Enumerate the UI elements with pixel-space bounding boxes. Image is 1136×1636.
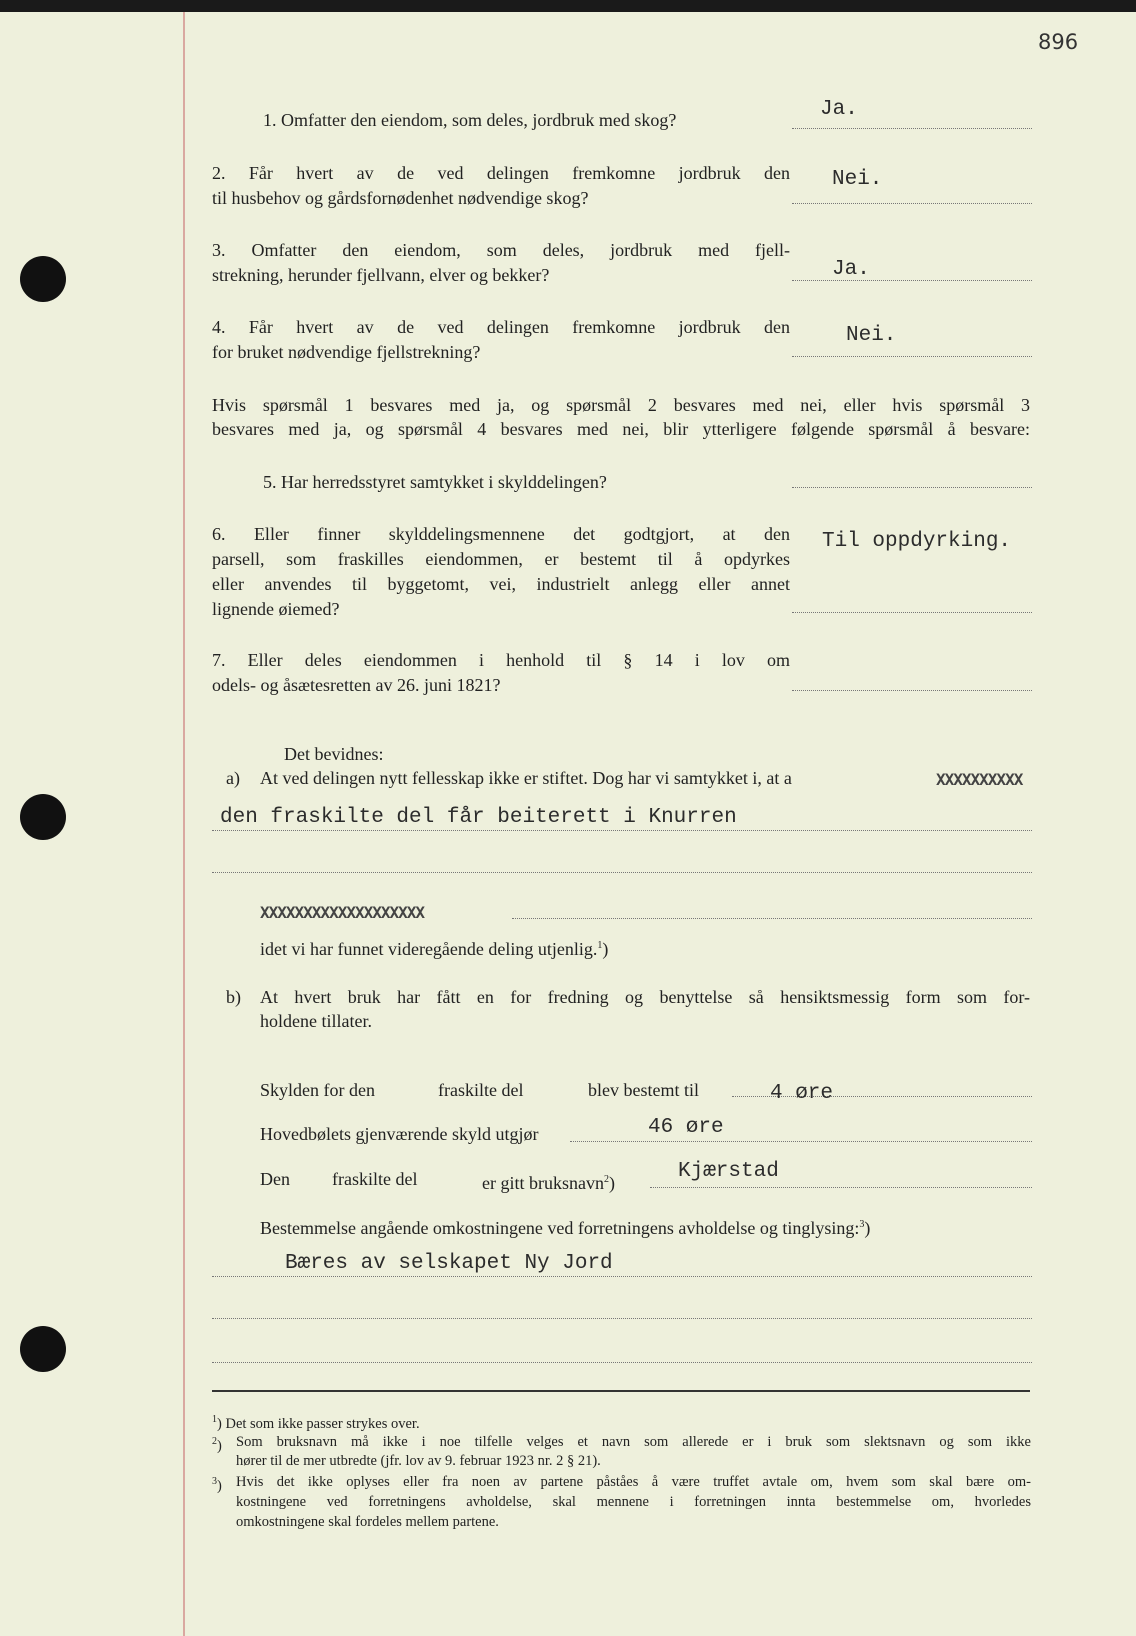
answer-line [792, 356, 1032, 357]
bruksnavn-label-part: fraskilte del [332, 1169, 418, 1189]
answer-4: Nei. [846, 324, 897, 347]
skyld-label-part: fraskilte del [438, 1080, 524, 1100]
answer-6: Til oppdyrking. [822, 530, 1012, 553]
costs-label: Bestemmelse angående omkostningene ved forretningens avholdelse og tinglysing:$^3$) [260, 1218, 871, 1238]
footnote-3-line-3: omkostningene skal fordeles mellem partene. [236, 1514, 499, 1530]
answer-1: Ja. [820, 98, 858, 121]
conditional-line-2: besvares med ja, og spørsmål 4 besvares med nei, blir ytterligere følgende spørsmål å besvare: [212, 419, 1030, 439]
question-4-line-1: 4. Får hvert av de ved delingen fremkomne jordbruk den [212, 317, 790, 337]
bruksnavn-value: Kjærstad [678, 1160, 779, 1183]
footnote-1: $^1$) Det som ikke passer strykes over. [212, 1414, 420, 1432]
fill-line [570, 1141, 1032, 1142]
struck-through-text: XXXXXXXXXX [936, 770, 1023, 789]
footnote-2-line-2: hører til de mer utbredte (jfr. lov av 9. februar 1923 nr. 2 § 21). [236, 1453, 601, 1469]
footnote-2-mark: $^2$) [212, 1436, 222, 1454]
margin-line [183, 12, 185, 1636]
footnote-3-mark: $^3$) [212, 1476, 222, 1494]
bruksnavn-label: Den [260, 1169, 290, 1189]
answer-line [792, 612, 1032, 613]
question-4-line-2: for bruket nødvendige fjellstrekning? [212, 342, 481, 362]
page-number: 896 [1038, 30, 1079, 54]
punch-hole [20, 794, 66, 840]
item-a-label: a) [226, 768, 240, 788]
skyld-label-part: blev bestemt til [588, 1080, 699, 1100]
question-3-line-1: 3. Omfatter den eiendom, som deles, jordbruk med fjell- [212, 240, 790, 260]
question-3-line-2: strekning, herunder fjellvann, elver og bekker? [212, 265, 550, 285]
answer-line [792, 690, 1032, 691]
answer-line [792, 203, 1032, 204]
item-a-text: At ved delingen nytt fellesskap ikke er stiftet. Dog har vi samtykket i, at a [260, 768, 792, 788]
question-7-line-2: odels- og åsætesretten av 26. juni 1821? [212, 675, 501, 695]
answer-2: Nei. [832, 168, 883, 191]
fill-line [212, 1318, 1032, 1319]
question-2-line-1: 2. Får hvert av de ved delingen fremkomne jordbruk den [212, 163, 790, 183]
hovedbol-value: 46 øre [648, 1116, 724, 1139]
footnote-3-line-1: Hvis det ikke oplyses eller fra noen av partene påståes å være truffet avtale om, hvem som skal bære om- [236, 1474, 1031, 1490]
question-1: 1. Omfatter den eiendom, som deles, jordbruk med skog? [263, 110, 677, 130]
skyld-value: 4 øre [770, 1082, 834, 1105]
question-6-line-2: parsell, som fraskilles eiendommen, er bestemt til å opdyrkes [212, 549, 790, 569]
fill-line [212, 1276, 1032, 1277]
question-2-line-2: til husbehov og gårdsfornødenhet nødvendige skog? [212, 188, 589, 208]
answer-line [792, 128, 1032, 129]
punch-hole [20, 1326, 66, 1372]
question-6-line-4: lignende øiemed? [212, 599, 340, 619]
question-7-line-1: 7. Eller deles eiendommen i henhold til § 14 i lov om [212, 650, 790, 670]
fill-line [212, 872, 1032, 873]
punch-hole [20, 256, 66, 302]
answer-line [792, 280, 1032, 281]
conditional-line-1: Hvis spørsmål 1 besvares med ja, og spørsmål 2 besvares med nei, eller hvis spørsmål 3 [212, 395, 1030, 415]
bruksnavn-label-part: er gitt bruksnavn$^2$) [482, 1173, 615, 1193]
question-6-line-1: 6. Eller finner skylddelingsmennene det godtgjort, at den [212, 524, 790, 544]
fill-line [650, 1187, 1032, 1188]
question-6-line-3: eller anvendes til byggetomt, vei, industrielt anlegg eller annet [212, 574, 790, 594]
answer-3: Ja. [832, 258, 870, 281]
answer-line [792, 487, 1032, 488]
certification-heading: Det bevidnes: [284, 744, 384, 764]
fill-line [212, 1362, 1032, 1363]
item-a-typed-continuation: den fraskilte del får beiterett i Knurren [220, 806, 737, 829]
fill-line [212, 830, 1032, 831]
skyld-label: Skylden for den [260, 1080, 375, 1100]
hovedbol-label: Hovedbølets gjenværende skyld utgjør [260, 1124, 539, 1144]
footnote-rule [212, 1390, 1030, 1392]
costs-value: Bæres av selskapet Ny Jord [285, 1252, 613, 1275]
question-5: 5. Har herredsstyret samtykket i skylddelingen? [263, 472, 607, 492]
item-a-closing: idet vi har funnet videregående deling utjenlig.$^1$) [260, 939, 609, 959]
struck-through-text: XXXXXXXXXXXXXXXXXXX [260, 903, 425, 922]
fill-line [512, 918, 1032, 919]
scan-top-edge [0, 0, 1136, 12]
footnote-3-line-2: kostningene ved forretningens avholdelse, skal mennene i forretningen innta bestemmelse om, hvorledes [236, 1494, 1031, 1510]
item-b-line-1: At hvert bruk har fått en for fredning og benyttelse så hensiktsmessig form som for- [260, 987, 1030, 1007]
item-b-line-2: holdene tillater. [260, 1011, 372, 1031]
item-b-label: b) [226, 987, 241, 1007]
footnote-2-line-1: Som bruksnavn må ikke i noe tilfelle velges et navn som allerede er i bruk som slektsnavn og som ikke [236, 1434, 1031, 1450]
